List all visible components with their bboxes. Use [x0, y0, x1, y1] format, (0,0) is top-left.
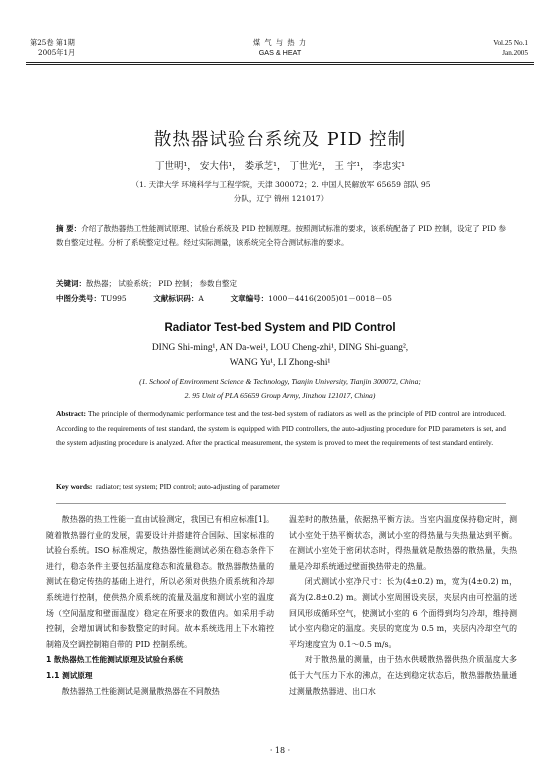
affiliation-en-line2: 2. 95 Unit of PLA 65659 Group Army, Jinzhou 121017, China) [184, 391, 376, 400]
right-paragraph-3: 对于散热量的测量，由于热水供暖散热器供热介质温度大多低于大气压力下水的沸点，在达到稳定状态后，散热器散热量通过测量散热器进、出口水 [289, 655, 517, 696]
journal-date: 2005年1月 [38, 48, 76, 57]
class-label: 中图分类号： [56, 294, 101, 303]
section-1-1-heading: 1.1 测试原理 [46, 670, 93, 680]
authors-en-line1: DING Shi-ming¹, AN Da-wei¹, LOU Cheng-zhi¹, DING Shi-guang², [151, 343, 409, 353]
classification-line [56, 292, 392, 305]
doc-code-label: 文献标识码： [153, 294, 199, 303]
abstract-cn-label: 摘 要： [56, 224, 82, 233]
authors-en [0, 341, 560, 371]
affiliation-cn [66, 178, 496, 206]
header-rule-bottom [26, 64, 534, 65]
journal-volume-en: Vol.25 No.1 [493, 39, 528, 47]
doc-code-value: A [198, 294, 204, 303]
class-value: TU995 [101, 294, 127, 303]
journal-volume: 第25卷 第1期 [30, 38, 75, 47]
header-right [493, 38, 528, 58]
affiliation-en [30, 375, 530, 403]
section-1-heading: 1 散热器热工性能测试原理及试验台系统 [46, 655, 184, 665]
affiliation-cn-line2: 分队，辽宁 锦州 121017） [233, 194, 329, 203]
header-center [0, 38, 560, 58]
page-number: · 18 · [269, 746, 291, 755]
section-1-1-paragraph: 散热器热工性能测试是测量散热器在不同散热 [61, 686, 220, 696]
keywords-cn [56, 277, 237, 290]
journal-date-en: Jan.2005 [502, 49, 528, 57]
affiliation-en-line1: (1. School of Environment Science & Technology, Tianjin University, Tianjin 300072, China; [139, 377, 421, 386]
journal-name-cn: 煤 气 与 热 力 [252, 38, 308, 47]
abstract-en-text: The principle of thermodynamic performance test and the test-bed system of radiators as well as the principle of PID control are introduced. According to the requirements of test standard, the system is equipped with PID controllers, the auto-adjusting procedure for PID parameters is set, and the system adjusting procedure is analyzed. After the practical measurement, the system is proved to meet the requirements of test standard entirely. [56, 409, 506, 448]
keywords-en [56, 482, 506, 491]
journal-name-en: GAS & HEAT [258, 48, 302, 57]
abstract-en-label: Abstract: [56, 409, 86, 418]
keywords-en-label: Key words: [56, 482, 93, 491]
abstract-en [56, 407, 506, 451]
abstract-cn-text: 介绍了散热器热工性能测试原理、试验台系统及 PID 控制原理。按照测试标准的要求，该系统配备了 PID 控制，设定了 PID 参数自整定过程。分析了系统整定过程。经过实际测量，该系统完全符合测试标准的要求。 [56, 224, 506, 247]
paper-title-cn: 散热器试验台系统及 PID 控制 [153, 130, 407, 150]
keywords-cn-text: 散热器； 试验系统； PID 控制； 参数自整定 [86, 279, 238, 288]
paper-title-en: Radiator Test-bed System and PID Control [164, 322, 396, 334]
article-no-label: 文章编号： [230, 294, 269, 303]
body-left-column [46, 512, 274, 699]
right-paragraph-2: 闭式测试小室净尺寸：长为(4±0.2) m，宽为(4±0.2) m，高为(2.8±0.2) m。测试小室周围设夹层，夹层内由可控温的送回风形成循环空气，使测试小室的 6 个面得到均匀冷却，维持测试小室内稳定的温度。夹层的宽度为 0.5 m，夹层内冷却空气的平均速度宜为 0.1～0.5 m/s。 [289, 577, 517, 649]
body-divider [56, 503, 506, 504]
keywords-en-text: radiator; test system; PID control; auto-adjusting of parameter [96, 482, 280, 491]
abstract-cn [56, 222, 506, 249]
intro-paragraph: 散热器的热工性能一直由试验测定，我国已有相应标准[1]。随着散热器行业的发展，需要设计并搭建符合国际、国家标准的试验台系统。ISO 标准规定，散热器性能测试必须在稳态条件下进行，稳态条件主要包括温度稳态和流量稳态。散热器散热量的测试在稳定传热的基础上进行，所以必须对供热介质系统和冷却系统进行控制，使供热介质系统的流量及温度和测试小室的温度场（空间温度和壁面温度）稳定在所要求的数值内。如采用手动控制，会增加调试和参数整定的时间。故本系统选用上下水箱控制箱及空调控制箱自带的 PID 控制系统。 [46, 515, 274, 649]
right-paragraph-1: 温差时的散热量，依据热平衡方法。当室内温度保持稳定时，测试小室处于热平衡状态，测试小室的得热量与失热量达到平衡。在测试小室处于密闭状态时，得热量就是散热器的散热量，失热量是冷却系统通过壁面换热带走的热量。 [289, 515, 517, 571]
keywords-cn-label: 关键词： [56, 279, 86, 288]
header-rule-top [26, 62, 534, 63]
article-no-value: 1000－4416(2005)01－0018－05 [268, 294, 392, 303]
body-right-column [289, 512, 517, 699]
affiliation-cn-line1: （1. 天津大学 环境科学与工程学院，天津 300072；2. 中国人民解放军 65659 部队 95 [131, 180, 431, 189]
authors-en-line2: WANG Yu¹, LI Zhong-shi¹ [229, 358, 331, 368]
authors-cn: 丁世明¹， 安大伟¹， 娄承芝¹， 丁世光²， 王 宇¹， 李忠实¹ [155, 161, 405, 172]
